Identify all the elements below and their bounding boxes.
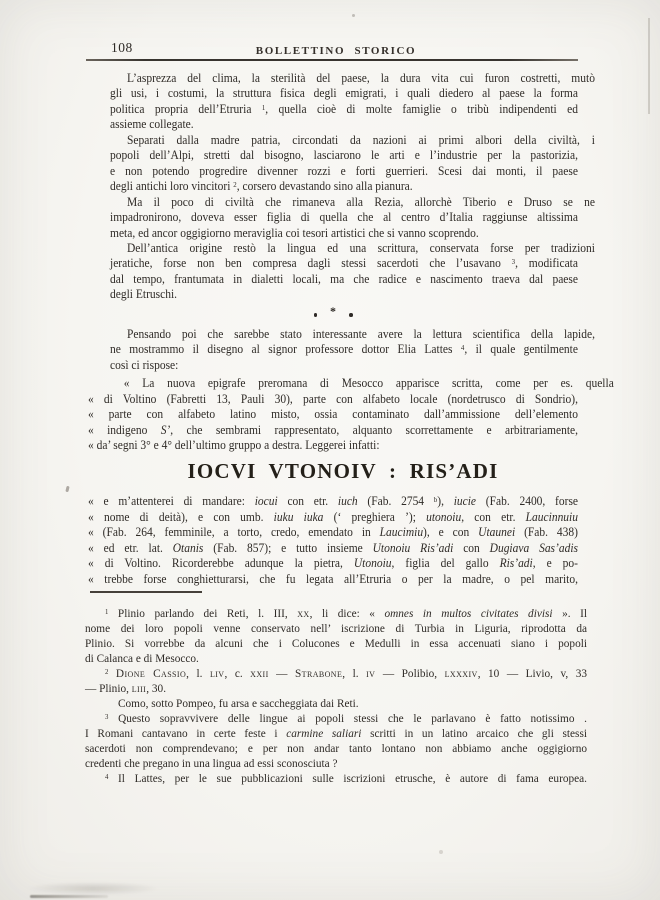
text-line: dal tempo, frantumata in dialetti locali, ma che radice e nascimento traeva dal paese [110, 271, 578, 286]
footnote-line: sacerdoti non comprendevano; e per non andar tanto lontano non abbiamo anche oggigiorno [85, 743, 587, 756]
text-line: Dell’antica origine restò la lingua ed una scrittura, conservata forse per tradizioni [126, 240, 595, 255]
footnote-line: Plinio. Si vorrebbe da alcuni che i Colucones e Medulli in essa accenuati siano i popoli [85, 638, 587, 651]
text-line: degli antichi loro vincitori $^2$, corsero devastando sino alla pianura. [110, 179, 413, 194]
footnote-line: $^2$ Dione Cassio, l. liv, c. xxii — Strabone, l. iv — Polibio, lxxxiv, 10 — Livio, v, 33 [105, 668, 587, 681]
footnote-4 [85, 772, 587, 787]
quote-line: « di Voltino (Fabretti 13, Pauli 30), parte con alfabeto locale (nordetrusco di Sondrio), [88, 391, 578, 406]
paragraph-4 [110, 240, 595, 303]
text-line: impadronirono, doveva esser figlia di quella che al centro d’Italia raggiunse altissima [110, 210, 578, 225]
footnote-line: di Calanca e di Mesocco. [85, 653, 199, 666]
scan-smudge [28, 882, 158, 895]
quote-line: « (Fab. 264, femminile, a torto, credo, emendato in Laucimiu), e con Utaunei (Fab. 438) [88, 525, 578, 540]
scan-edge-artifact [648, 18, 650, 114]
quote-line: « di Voltino. Ricorderebbe adunque la pietra, Utonoiu, figlia del gallo Ris’adi, e po- [88, 556, 578, 571]
text-line: meta, ed ancor oggigiorno meraviglia coi tesori artistici che si vanno scoprendo. [110, 225, 479, 240]
quote-line: « nome di deità), e con umb. iuku iuka (‘ preghiera ’); utonoiu, con etr. Laucinnuiu [88, 509, 578, 524]
text-line: gli usi, i costumi, la struttura fisica degli emigrati, i quali diedero al paese la forma [110, 86, 578, 101]
text-column [85, 71, 614, 788]
footnote-2 [85, 667, 587, 712]
asterism-separator [88, 303, 578, 319]
text-line: ne mostrammo il disegno al signor professore dottor Elia Lattes $^4$, il quale gentilmente [110, 342, 578, 357]
text-line: degli Etruschi. [110, 287, 178, 302]
paragraph-3 [110, 194, 595, 241]
paragraph-2 [110, 132, 595, 195]
footnote-rule [90, 591, 202, 593]
footnote-line: — Plinio, liii, 30. [85, 683, 167, 696]
footnotes-block [85, 607, 587, 788]
text-line: Pensando poi che sarebbe stato interessante avere la lettura scientifica della lapide, [126, 326, 595, 341]
footnote-line: nome dei loro popoli venne conservato nell’ iscrizione di Turbia in Liguria, riprodotta da [85, 622, 587, 635]
text-line: politica propria dell’Etruria $^1$, quella cioè di molte famiglie o tribù indipendenti ed [110, 101, 578, 116]
page-number: 108 [111, 40, 133, 55]
text-line: popoli dell’Alpi, stretti dal bisogno, lasciarono le arti e l’industrie per la pastorizia, [110, 148, 578, 163]
quote-line: « da’ segni 3° e 4° dell’ultimo gruppo a destra. Leggerei infatti: [88, 437, 380, 452]
footnote-line: $^1$ Plinio parlando dei Reti, l. III, xx, li dice: « omnes in multos civitates divisi ». Il [105, 607, 587, 620]
quote-line: « e m’attenterei di mandare: iocui con etr. iuch (Fab. 2754 $^b$), iucie (Fab. 2400, forse [88, 494, 579, 509]
quote-line: « La nuova epigrafe preromana di Mesocco apparisce scritta, come per es. quella [123, 376, 614, 391]
journal-title: BOLLETTINO STORICO [255, 45, 417, 57]
scan-speck [65, 486, 69, 493]
asterism-star-icon: * [330, 303, 336, 318]
scan-speck [352, 14, 355, 17]
text-line: assieme collegate. [110, 117, 194, 132]
inscription-heading: IOCVI VTONOIV : RIS’ADI [187, 459, 499, 484]
text-line: e non potendo progredire divenner rozzi e forti guerrieri. Scesi dai monti, il paese [110, 163, 578, 178]
asterism-dot-icon [314, 313, 318, 317]
scan-speck [439, 850, 443, 854]
quote-line: « ed etr. lat. Otanis (Fab. 857); e tutto insieme Utonoiu Ris’adi con Dugiava Sas’adis [88, 540, 578, 555]
paragraph-1 [110, 71, 595, 133]
quote-line: « parte con alfabeto latino misto, ossia contaminato dall’ammissione dell’elemento [88, 407, 578, 422]
footnote-3 [85, 712, 587, 772]
asterism-dot-icon [349, 313, 353, 317]
header-rule [86, 59, 578, 61]
scan-smudge [30, 895, 108, 898]
footnote-line: $^3$ Questo sopravvivere delle lingue ai popoli stessi che le parlavano è fatto notissimo . [105, 713, 587, 726]
text-line: Separati dalla madre patria, circondati da nazioni ai primi albori della civiltà, i [126, 132, 595, 147]
quote-line: « trebbe forse conghietturarsi, che fu legata all’Etruria o per la madre, o pel marito, [88, 571, 578, 586]
footnote-line: Como, sotto Pompeo, fu arsa e saccheggiata dai Reti. [118, 698, 359, 711]
paragraph-5 [110, 326, 595, 373]
quotation-block-2 [88, 494, 578, 587]
text-line: così ci rispose: [110, 357, 179, 372]
footnote-1 [85, 607, 587, 667]
text-line: L’asprezza del clima, la sterilità del paese, la dura vita cui furon costretti, mutò [126, 71, 595, 85]
text-line: Ma il poco di civiltà che rimaneva alla Rezia, allorchè Tiberio e Druso se ne [126, 194, 595, 209]
quote-line: « indigeno S’, che sembrami rappresentato, alquanto scorrettamente e arbitrariamente, [88, 422, 578, 437]
quotation-block-1 [88, 376, 614, 453]
footnote-line: credenti che pregano in una lingua ad essi sconosciuta ? [85, 758, 338, 771]
text-line: jeratiche, forse non ben compresa dagli stessi sacerdoti che l’usavano $^3$, modificata [110, 256, 578, 271]
footnote-line: $^4$ Il Lattes, per le sue pubblicazioni sulle iscrizioni etrusche, è autore di fama europea. [105, 773, 587, 786]
footnote-line: I Romani cantavano in certe feste i carmine saliari scritti in un latino arcaico che gli stessi [85, 728, 587, 741]
